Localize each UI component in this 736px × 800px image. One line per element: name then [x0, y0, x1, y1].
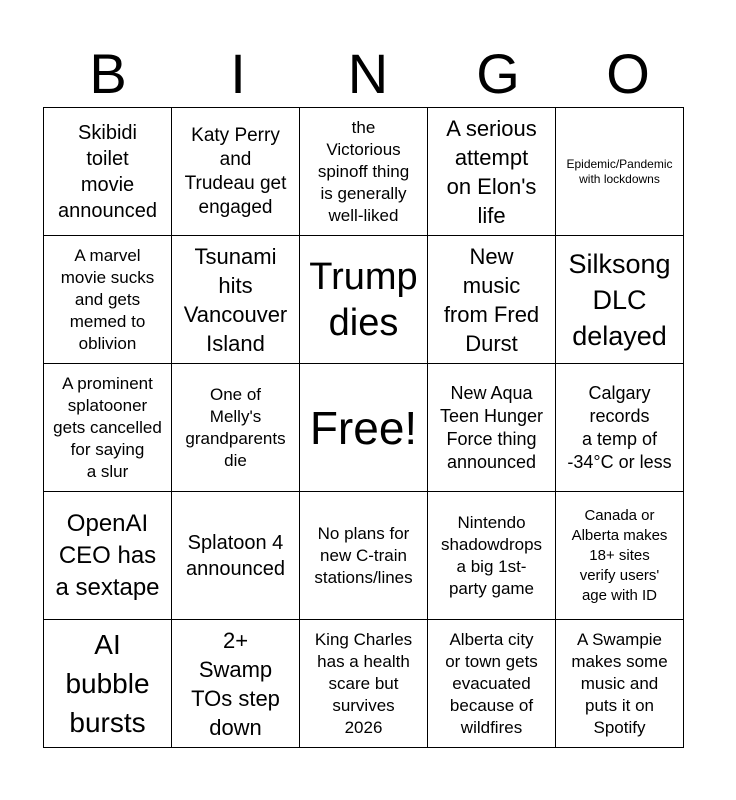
bingo-cell[interactable] — [172, 620, 300, 748]
bingo-cell[interactable] — [300, 236, 428, 364]
board-row — [44, 620, 684, 748]
cell-text: Trump dies — [309, 255, 418, 344]
cell-text: King Charles has a health scare but survives 2026 — [314, 629, 413, 737]
board-row — [44, 236, 684, 364]
bingo-cell[interactable] — [556, 364, 684, 492]
cell-text: A serious attempt on Elon's life — [446, 115, 537, 228]
bingo-cell[interactable] — [428, 492, 556, 620]
board-row — [44, 492, 684, 620]
cell-text: Tsunami hits Vancouver Island — [183, 243, 288, 356]
header-letter-n: N — [347, 42, 389, 105]
bingo-cell[interactable] — [300, 620, 428, 748]
bingo-cell[interactable] — [428, 236, 556, 364]
cell-text: Splatoon 4 announced — [186, 531, 285, 580]
bingo-cell[interactable] — [44, 620, 172, 748]
free-space-text: Free! — [309, 401, 418, 454]
bingo-cell[interactable] — [556, 620, 684, 748]
board-row — [44, 364, 684, 492]
cell-text: No plans for new C-train stations/lines — [314, 523, 413, 587]
cell-text: A prominent splatooner gets cancelled for saying a slur — [53, 373, 162, 481]
cell-text: Katy Perry and Trudeau get engaged — [184, 124, 287, 218]
bingo-cell[interactable] — [428, 108, 556, 236]
bingo-cell[interactable] — [44, 364, 172, 492]
bingo-cell[interactable] — [556, 108, 684, 236]
cell-text: OpenAI CEO has a sextape — [55, 509, 160, 601]
cell-text: AI bubble bursts — [65, 629, 150, 738]
cell-text: Epidemic/Pandemic with lockdowns — [566, 156, 673, 186]
header-letter-b: B — [89, 42, 127, 105]
bingo-cell[interactable] — [44, 108, 172, 236]
header-letter-o: O — [606, 42, 650, 105]
cell-text: 2+ Swamp TOs step down — [191, 627, 280, 740]
bingo-cell[interactable] — [300, 492, 428, 620]
cell-text: Calgary records a temp of -34°C or less — [567, 382, 672, 472]
cell-text: Skibidi toilet movie announced — [58, 121, 157, 222]
cell-text: A marvel movie sucks and gets memed to oblivion — [60, 245, 155, 353]
bingo-cell[interactable] — [428, 364, 556, 492]
cell-text: Nintendo shadowdrops a big 1st- party game — [440, 512, 543, 598]
cell-text: New Aqua Teen Hunger Force thing announced — [439, 382, 544, 472]
bingo-cell[interactable] — [172, 236, 300, 364]
bingo-cell[interactable] — [172, 108, 300, 236]
cell-text: the Victorious spinoff thing is generally well-liked — [317, 117, 410, 225]
bingo-board — [43, 107, 684, 748]
cell-text: New music from Fred Durst — [443, 243, 540, 356]
header-letter-g: G — [476, 42, 520, 105]
cell-text: Alberta city or town gets evacuated because of wildfires — [445, 629, 538, 737]
cell-text: Canada or Alberta makes 18+ sites verify users' age with ID — [571, 506, 668, 604]
bingo-cell[interactable] — [172, 492, 300, 620]
bingo-cell[interactable] — [556, 492, 684, 620]
bingo-header — [43, 44, 693, 104]
cell-text: A Swampie makes some music and puts it on Spotify — [571, 629, 668, 737]
bingo-cell[interactable] — [556, 236, 684, 364]
bingo-cell[interactable] — [44, 492, 172, 620]
bingo-cell[interactable] — [300, 108, 428, 236]
bingo-cell[interactable] — [428, 620, 556, 748]
header-letter-i: I — [230, 42, 246, 105]
cell-text: One of Melly's grandparents die — [185, 384, 286, 470]
free-space-cell[interactable] — [300, 364, 428, 492]
board-row — [44, 108, 684, 236]
bingo-cell[interactable] — [172, 364, 300, 492]
cell-text: Silksong DLC delayed — [568, 248, 671, 351]
bingo-cell[interactable] — [44, 236, 172, 364]
